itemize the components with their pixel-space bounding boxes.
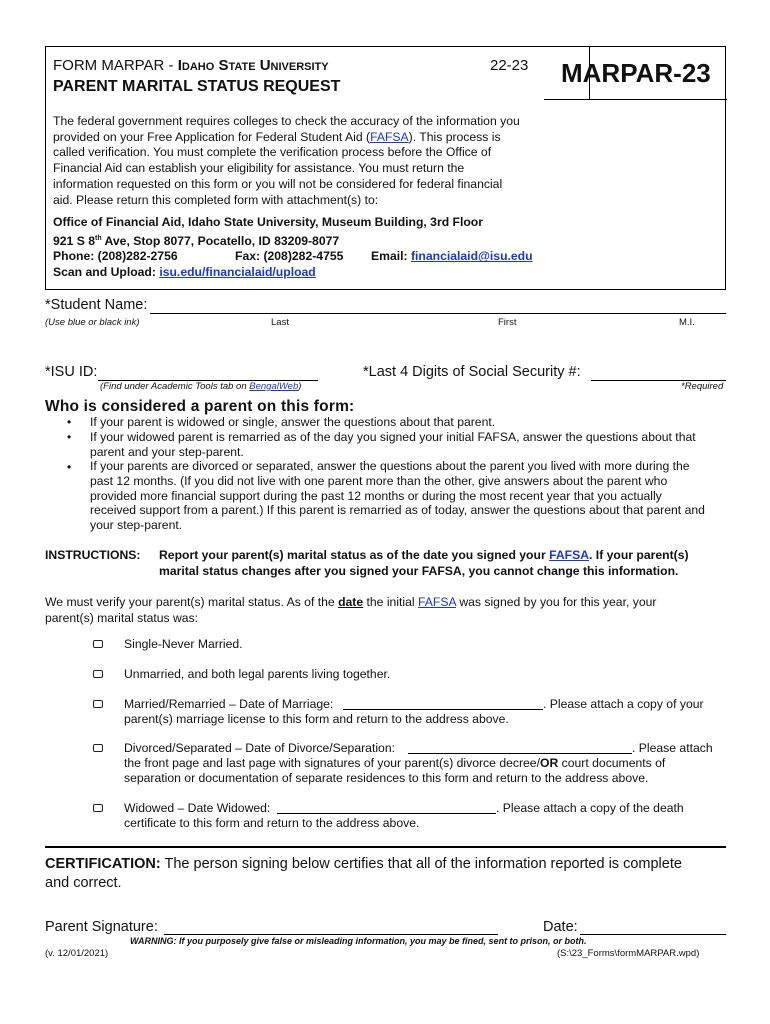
- office-address: [53, 215, 543, 281]
- fax-number: Fax: (208)282-4755: [235, 249, 344, 264]
- checkbox-married[interactable]: [93, 700, 103, 708]
- instructions-text: Report your parent(s) marital status as of the date you signed your FAFSA. If your parent(s) marital status changes after you signed your FAFSA, you cannot change this information.: [159, 548, 689, 578]
- form-subtitle: PARENT MARITAL STATUS REQUEST: [53, 78, 341, 95]
- option-widowed-tail: . Please attach a copy of the death: [496, 801, 684, 815]
- bullet-item: If your widowed parent is remarried as of the day you signed your initial FAFSA, answer the questions about that parent and your step-parent.: [90, 430, 696, 459]
- certification-text: CERTIFICATION: The person signing below certifies that all of the information reported is complete and correct.: [45, 856, 682, 891]
- bullet-dot: •: [67, 430, 72, 444]
- bullet-item: If your parent is widowed or single, answer the questions about that parent.: [90, 415, 496, 429]
- student-name-field[interactable]: [150, 313, 726, 314]
- isu-id-note: (Find under Academic Tools tab on BengalWeb): [100, 381, 302, 392]
- option-divorced-lines: the front page and last page with signatures of your parent(s) divorce decree/OR court documents of separation or documentation of separate residences to this form and return to the address above.: [124, 756, 666, 786]
- form-code: MARPAR-23: [561, 58, 711, 88]
- student-name-label: *Student Name:: [45, 297, 148, 313]
- warning-text: WARNING: If you purposely give false or misleading information, you may be fined, sent to prison, or both.: [130, 936, 587, 946]
- date-field[interactable]: [580, 934, 726, 935]
- address-line: Office of Financial Aid, Idaho State University, Museum Building, 3rd Floor: [53, 215, 483, 229]
- bullet-item: If your parents are divorced or separated, answer the questions about the parent you lived with more during the past 12 months. (If you did not live with one parent more than the other, give answers about the parent who provided more financial support during the past 12 months or during the most recent year that you actually received support from a parent.) If this parent is remarried as of today, answer the questions about that parent and your step-parent.: [90, 459, 705, 533]
- last-name-caption: Last: [271, 317, 289, 328]
- isu-id-label: *ISU ID:: [45, 364, 98, 380]
- marriage-date-field[interactable]: [343, 709, 543, 710]
- email-line: Email: financialaid@isu.edu: [371, 249, 533, 264]
- option-single: Single-Never Married.: [124, 637, 243, 651]
- bullet-dot: •: [67, 415, 72, 429]
- option-married-tail: . Please attach a copy of your: [543, 697, 704, 711]
- checkbox-widowed[interactable]: [93, 804, 103, 812]
- option-married: Married/Remarried – Date of Marriage:: [124, 697, 334, 711]
- option-divorced: Divorced/Separated – Date of Divorce/Separation:: [124, 741, 395, 755]
- address-line: 921 S 8th Ave, Stop 8077, Pocatello, ID 83209-8077: [53, 233, 340, 248]
- fafsa-link[interactable]: FAFSA: [418, 595, 456, 609]
- form-title: [53, 57, 329, 74]
- form-prefix: FORM MARPAR -: [53, 57, 178, 74]
- divorce-date-field[interactable]: [408, 753, 632, 754]
- option-divorced-tail: . Please attach: [632, 741, 713, 755]
- checkbox-divorced[interactable]: [93, 744, 103, 752]
- mi-caption: M.I.: [679, 317, 695, 328]
- email-link[interactable]: financialaid@isu.edu: [410, 249, 533, 264]
- who-heading: Who is considered a parent on this form:: [45, 398, 355, 415]
- checkbox-single[interactable]: [93, 640, 103, 648]
- instructions-label: INSTRUCTIONS:: [45, 548, 141, 562]
- intro-line: information requested on this form or you will not be considered for federal financial: [53, 176, 503, 191]
- intro-line: Financial Aid can establish your eligibility for assistance. You must return the: [53, 161, 465, 176]
- intro-line: The federal government requires colleges to check the accuracy of the information you: [53, 114, 520, 128]
- ssn-label: *Last 4 Digits of Social Security #:: [363, 364, 581, 380]
- option-widowed-line2: certificate to this form and return to the address above.: [124, 816, 420, 830]
- verify-paragraph: We must verify your parent(s) marital status. As of the date the initial FAFSA was signed by you for this year, your parent(s) marital status was:: [45, 595, 657, 625]
- certification-divider: [45, 846, 726, 848]
- fafsa-link[interactable]: FAFSA: [549, 548, 590, 562]
- intro-line: aid. Please return this completed form with attachment(s) to:: [53, 192, 379, 207]
- date-label: Date:: [543, 919, 578, 935]
- contact-line: [53, 249, 543, 265]
- option-married-line2: parent(s) marriage license to this form and return to the address above.: [124, 712, 509, 726]
- box-hline: [544, 99, 727, 100]
- intro-paragraph: [53, 114, 543, 208]
- form-year: 22-23: [490, 57, 529, 74]
- required-note: *Required: [681, 381, 724, 392]
- checkbox-unmarried[interactable]: [93, 670, 103, 678]
- file-path-text: (S:\23_Forms\formMARPAR.wpd): [557, 948, 700, 959]
- phone-number: Phone: (208)282-2756: [53, 249, 178, 264]
- university-name: Idaho State University: [177, 57, 329, 74]
- parent-signature-field[interactable]: [164, 934, 498, 935]
- bullet-dot: •: [67, 460, 72, 474]
- ink-note: (Use blue or black ink): [45, 317, 140, 328]
- version-text: (v. 12/01/2021): [45, 948, 109, 959]
- option-unmarried: Unmarried, and both legal parents living together.: [124, 667, 391, 681]
- intro-line: provided on your Free Application for Federal Student Aid (FAFSA). This process is: [53, 129, 501, 144]
- upload-line: Scan and Upload: isu.edu/financialaid/upload: [53, 265, 316, 280]
- widowed-date-field[interactable]: [277, 813, 496, 814]
- upload-link[interactable]: isu.edu/financialaid/upload: [159, 265, 316, 280]
- bengalweb-link[interactable]: BengalWeb: [249, 381, 299, 392]
- fafsa-link[interactable]: FAFSA: [370, 129, 409, 144]
- intro-line: called verification. You must complete the verification process before the Office of: [53, 145, 492, 160]
- first-name-caption: First: [498, 317, 517, 328]
- option-widowed: Widowed – Date Widowed:: [124, 801, 271, 815]
- parent-signature-label: Parent Signature:: [45, 919, 158, 935]
